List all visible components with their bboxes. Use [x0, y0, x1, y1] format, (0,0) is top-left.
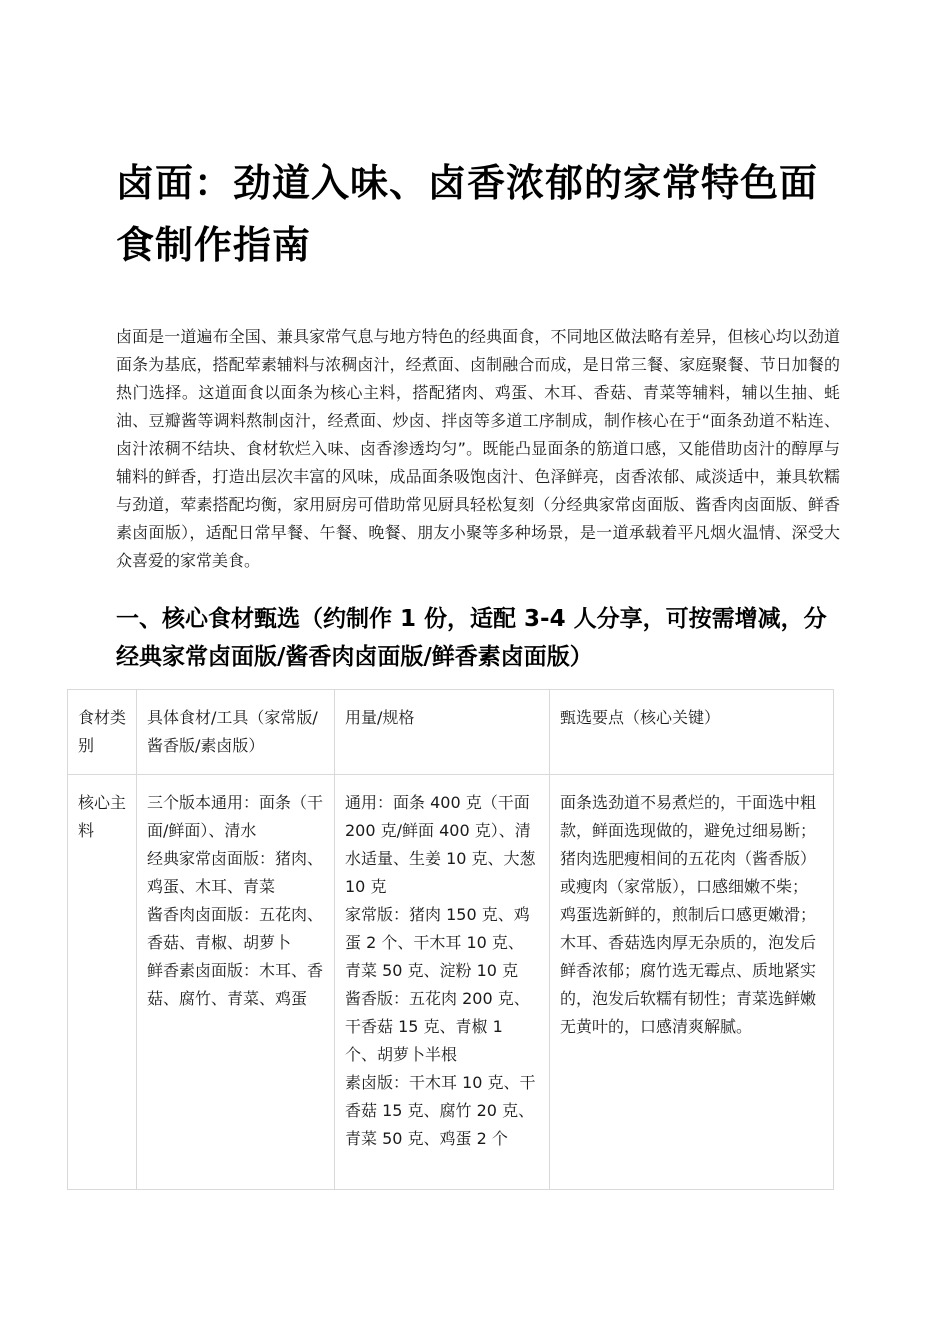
cell-amount — [335, 775, 550, 1190]
amount-line: 素卤版：干木耳 10 克、干香菇 15 克、腐竹 20 克、青菜 50 克、鸡蛋 2 个 — [345, 1073, 536, 1148]
items-line: 经典家常卤面版：猪肉、鸡蛋、木耳、青菜 — [147, 849, 324, 896]
header-amount: 用量/规格 — [335, 690, 550, 775]
table-row — [68, 775, 834, 1190]
cell-tips: 面条选劲道不易煮烂的，干面选中粗款，鲜面选现做的，避免过细易断；猪肉选肥瘦相间的五花肉（酱香版）或瘦肉（家常版），口感细嫩不柴；鸡蛋选新鲜的，煎制后口感更嫩滑；木耳、香菇选肉厚无杂质的，泡发后鲜香浓郁；腐竹选无霉点、质地紧实的，泡发后软糯有韧性；青菜选鲜嫩无黄叶的，口感清爽解腻。 — [550, 775, 834, 1190]
items-line: 鲜香素卤面版：木耳、香菇、腐竹、青菜、鸡蛋 — [147, 961, 324, 1008]
amount-line: 酱香版：五花肉 200 克、干香菇 15 克、青椒 1 个、胡萝卜半根 — [345, 989, 530, 1064]
amount-line: 通用：面条 400 克（干面 200 克/鲜面 400 克）、清水适量、生姜 10 克、大葱 10 克 — [345, 793, 536, 896]
amount-line: 家常版：猪肉 150 克、鸡蛋 2 个、干木耳 10 克、青菜 50 克、淀粉 10 克 — [345, 905, 530, 980]
cell-category: 核心主料 — [68, 775, 137, 1190]
cell-items — [137, 775, 335, 1190]
items-line: 三个版本通用：面条（干面/鲜面）、清水 — [147, 793, 324, 840]
page-title: 卤面：劲道入味、卤香浓郁的家常特色面食制作指南 — [116, 161, 819, 267]
table-header-row — [68, 690, 834, 775]
ingredients-table — [67, 689, 834, 1190]
header-tips: 甄选要点（核心关键） — [550, 690, 834, 775]
header-category: 食材类别 — [68, 690, 137, 775]
intro-paragraph: 卤面是一道遍布全国、兼具家常气息与地方特色的经典面食，不同地区做法略有差异，但核心均以劲道面条为基底，搭配荤素辅料与浓稠卤汁，经煮面、卤制融合而成，是日常三餐、家庭聚餐、节日加餐的热门选择。这道面食以面条为核心主料，搭配猪肉、鸡蛋、木耳、香菇、青菜等辅料，辅以生抽、蚝油、豆瓣酱等调料熬制卤汁，经煮面、炒卤、拌卤等多道工序制成，制作核心在于“面条劲道不粘连、卤汁浓稠不结块、食材软烂入味、卤香渗透均匀”。既能凸显面条的筋道口感，又能借助卤汁的醇厚与辅料的鲜香，打造出层次丰富的风味，成品面条吸饱卤汁、色泽鲜亮，卤香浓郁、咸淡适中，兼具软糯与劲道，荤素搭配均衡，家用厨房可借助常见厨具轻松复刻（分经典家常卤面版、酱香肉卤面版、鲜香素卤面版），适配日常早餐、午餐、晚餐、朋友小聚等多种场景，是一道承载着平凡烟火温情、深受大众喜爱的家常美食。 — [116, 327, 840, 570]
section-heading: 一、核心食材甄选（约制作 1 份，适配 3-4 人分享，可按需增减，分经典家常卤面版/酱香肉卤面版/鲜香素卤面版） — [116, 606, 827, 670]
header-items: 具体食材/工具（家常版/酱香版/素卤版） — [137, 690, 335, 775]
items-line: 酱香肉卤面版：五花肉、香菇、青椒、胡萝卜 — [147, 905, 324, 952]
